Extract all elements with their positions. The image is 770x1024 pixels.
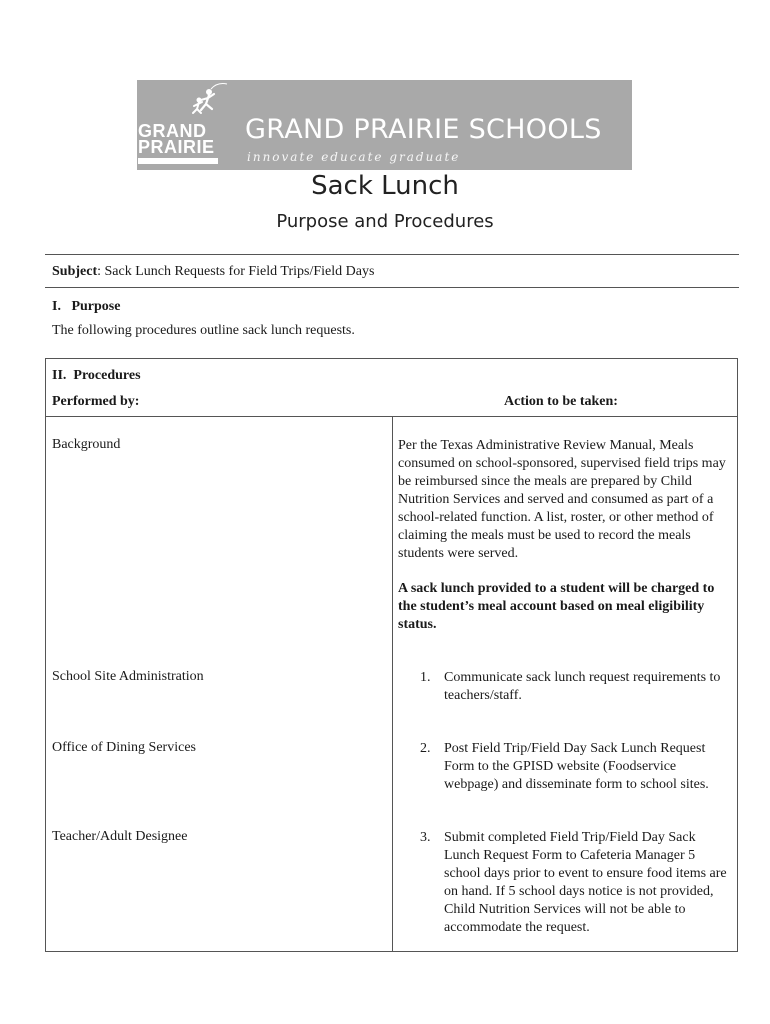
subject-label: Subject (52, 264, 98, 279)
step-number: 1. (420, 670, 431, 685)
step-text: Post Field Trip/Field Day Sack Lunch Request Form to the GPISD website (Foodservice webpage) and disseminate form to school sites. (444, 741, 709, 792)
logo-word-grand: GRAND (138, 121, 207, 141)
divider-top (45, 254, 739, 255)
performer-background: Background (52, 437, 121, 452)
subject-line (52, 264, 374, 280)
action-background-note: A sack lunch provided to a student will be charged to the student’s meal account based on meal eligibility status. (398, 581, 715, 632)
running-figures-icon (187, 80, 232, 120)
action-background: Per the Texas Administrative Review Manual, Meals consumed on school-sponsored, supervised field trips may be reimbursed since the meals are prepared by Child Nutrition Services and served and consumed as part of a school-related function. A list, roster, or other method of claiming the meals must be used to record the meals students were served. (398, 438, 726, 561)
school-banner (137, 80, 632, 170)
procedure-step-2 (420, 740, 734, 794)
step-number: 2. (420, 741, 431, 756)
column-header-action: Action to be taken: (504, 394, 618, 409)
school-tagline: innovate educate graduate (247, 150, 461, 164)
procedures-column-divider (392, 416, 393, 952)
column-header-performed-by: Performed by: (52, 394, 140, 409)
document-title: Sack Lunch (311, 171, 459, 201)
performer-school-site-administration: School Site Administration (52, 669, 204, 684)
document-subtitle: Purpose and Procedures (276, 211, 494, 232)
district-logo (137, 80, 229, 170)
procedure-step-1 (420, 669, 734, 705)
school-name: GRAND PRAIRIE SCHOOLS (245, 114, 602, 145)
subject-text: : Sack Lunch Requests for Field Trips/Field Days (97, 264, 375, 279)
performer-office-of-dining-services: Office of Dining Services (52, 740, 196, 755)
logo-strip (138, 158, 218, 164)
procedures-heading: II. Procedures (52, 368, 141, 383)
divider-subject (45, 287, 739, 288)
purpose-text: The following procedures outline sack lunch requests. (52, 323, 355, 338)
step-text: Submit completed Field Trip/Field Day Sack Lunch Request Form to Cafeteria Manager 5 school days prior to event to ensure food items are on hand. If 5 school days notice is not provided, Child Nutrition Services will not be able to accommodate the request. (444, 830, 727, 935)
procedure-step-3 (420, 829, 734, 937)
logo-word-prairie: PRAIRIE (138, 137, 215, 157)
step-number: 3. (420, 830, 431, 845)
performer-teacher-adult-designee: Teacher/Adult Designee (52, 829, 188, 844)
step-text: Communicate sack lunch request requirements to teachers/staff. (444, 670, 721, 703)
purpose-heading: I. Purpose (52, 299, 121, 314)
